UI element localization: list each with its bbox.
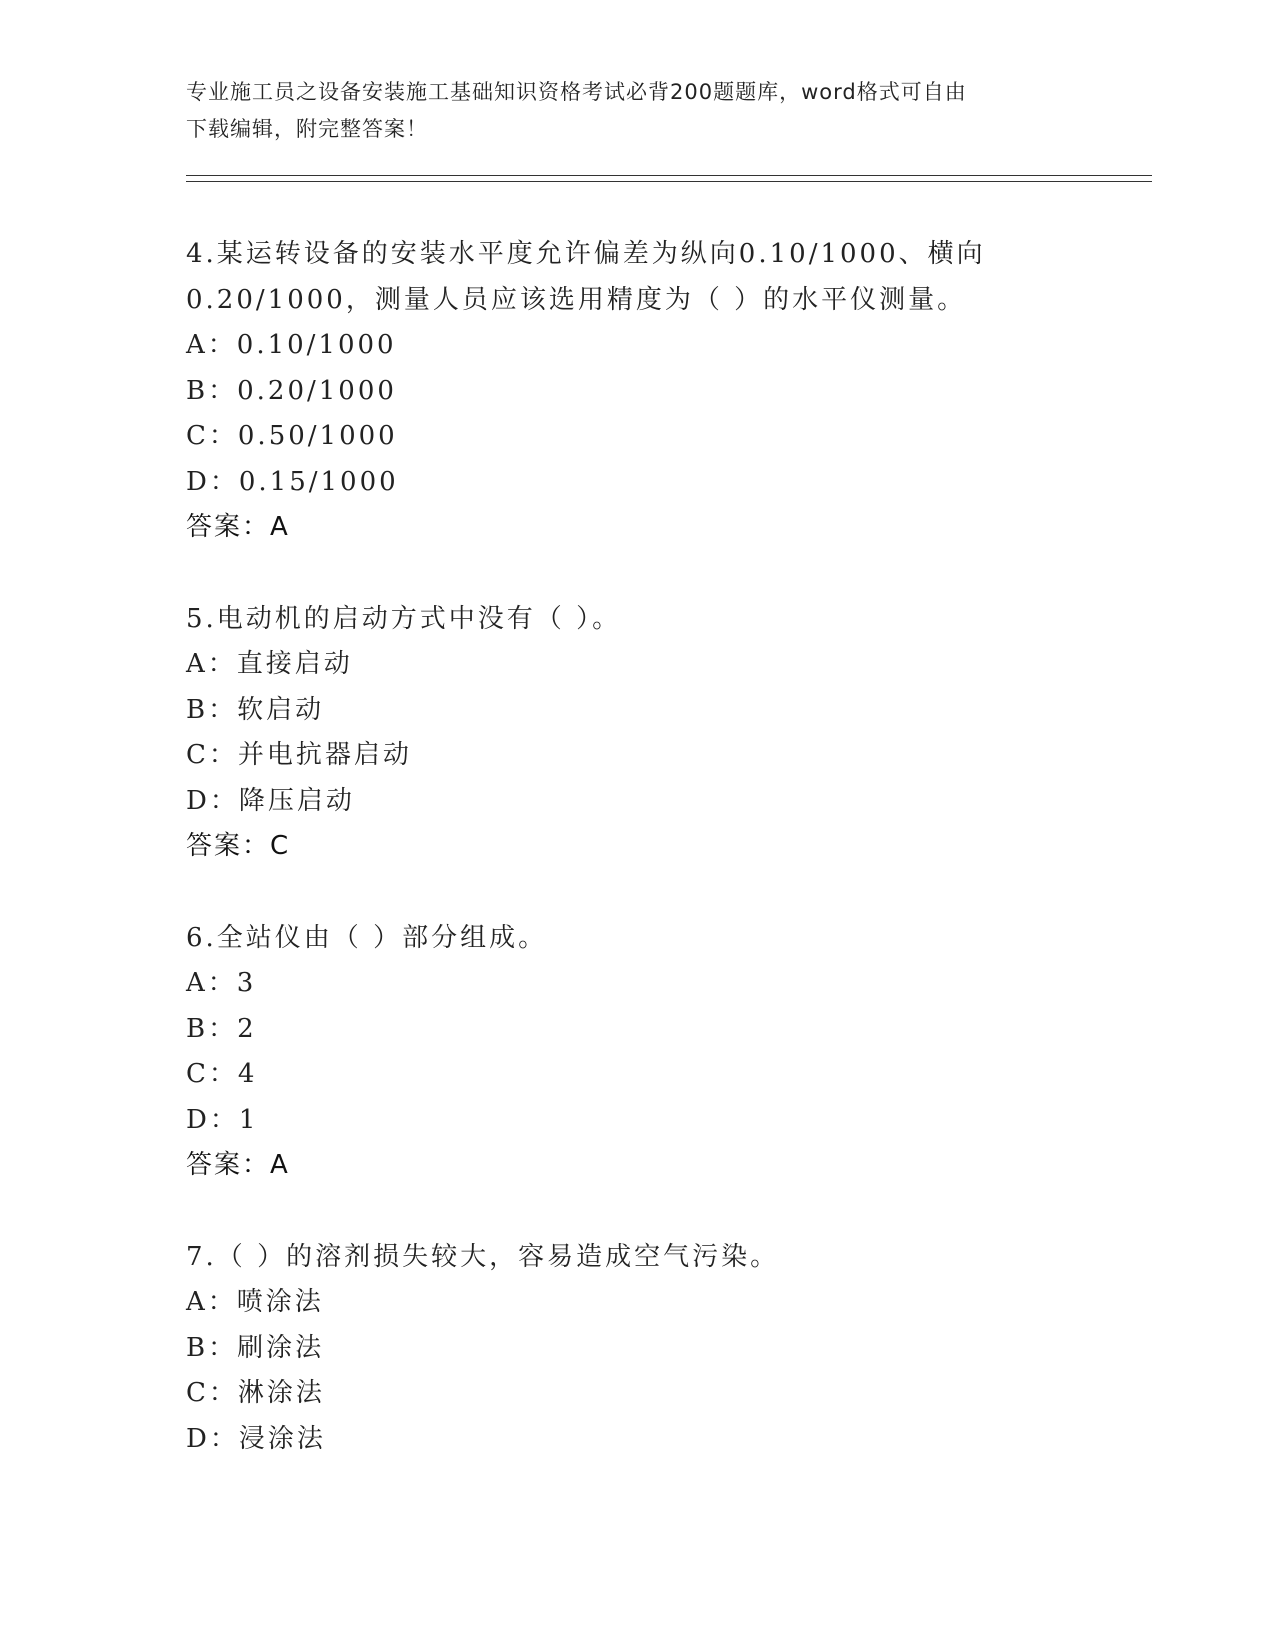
option-d: D：降压启动	[186, 785, 355, 816]
option-d: D：1	[186, 1104, 259, 1135]
option-d: D：0.15/1000	[186, 466, 399, 497]
header-line-2: 下载编辑，附完整答案！	[186, 117, 428, 141]
answer-label: 答案：A	[186, 1150, 290, 1180]
question-7	[186, 1235, 1146, 1463]
option-a: A：0.10/1000	[186, 330, 397, 360]
option-a: A：喷涂法	[186, 1287, 324, 1317]
question-stem-line: 4.某运转设备的安装水平度允许偏差为纵向0.10/1000、横向	[186, 239, 986, 269]
option-b: B：0.20/1000	[186, 375, 397, 406]
question-6	[186, 916, 1146, 1189]
option-c: C：4	[186, 1059, 258, 1089]
question-stem-line: 6.全站仪由（ ）部分组成。	[186, 922, 548, 953]
option-c: C：淋涂法	[186, 1378, 325, 1408]
option-c: C：0.50/1000	[186, 421, 398, 451]
answer-label: 答案：A	[186, 512, 290, 542]
answer-label: 答案：C	[186, 831, 291, 861]
question-stem-line: 0.20/1000，测量人员应该选用精度为（ ）的水平仪测量。	[186, 284, 967, 315]
header-line-1: 专业施工员之设备安装施工基础知识资格考试必背200题题库，word格式可自由	[186, 80, 967, 104]
question-stem-line: 7.（ ）的溶剂损失较大，容易造成空气污染。	[186, 1241, 780, 1272]
document-header	[186, 74, 1086, 148]
header-divider-top	[186, 175, 1152, 176]
option-b: B：2	[186, 1013, 257, 1044]
question-4	[186, 232, 1146, 551]
question-stem-line: 5.电动机的启动方式中没有（ ）。	[186, 603, 622, 634]
option-a: A：3	[186, 968, 257, 998]
option-d: D：浸涂法	[186, 1423, 326, 1454]
option-b: B：刷涂法	[186, 1332, 325, 1363]
question-5	[186, 597, 1146, 870]
question-list	[186, 232, 1146, 1508]
option-b: B：软启动	[186, 694, 325, 725]
header-divider-bottom	[186, 181, 1152, 182]
option-c: C：并电抗器启动	[186, 740, 412, 770]
option-a: A：直接启动	[186, 649, 353, 679]
